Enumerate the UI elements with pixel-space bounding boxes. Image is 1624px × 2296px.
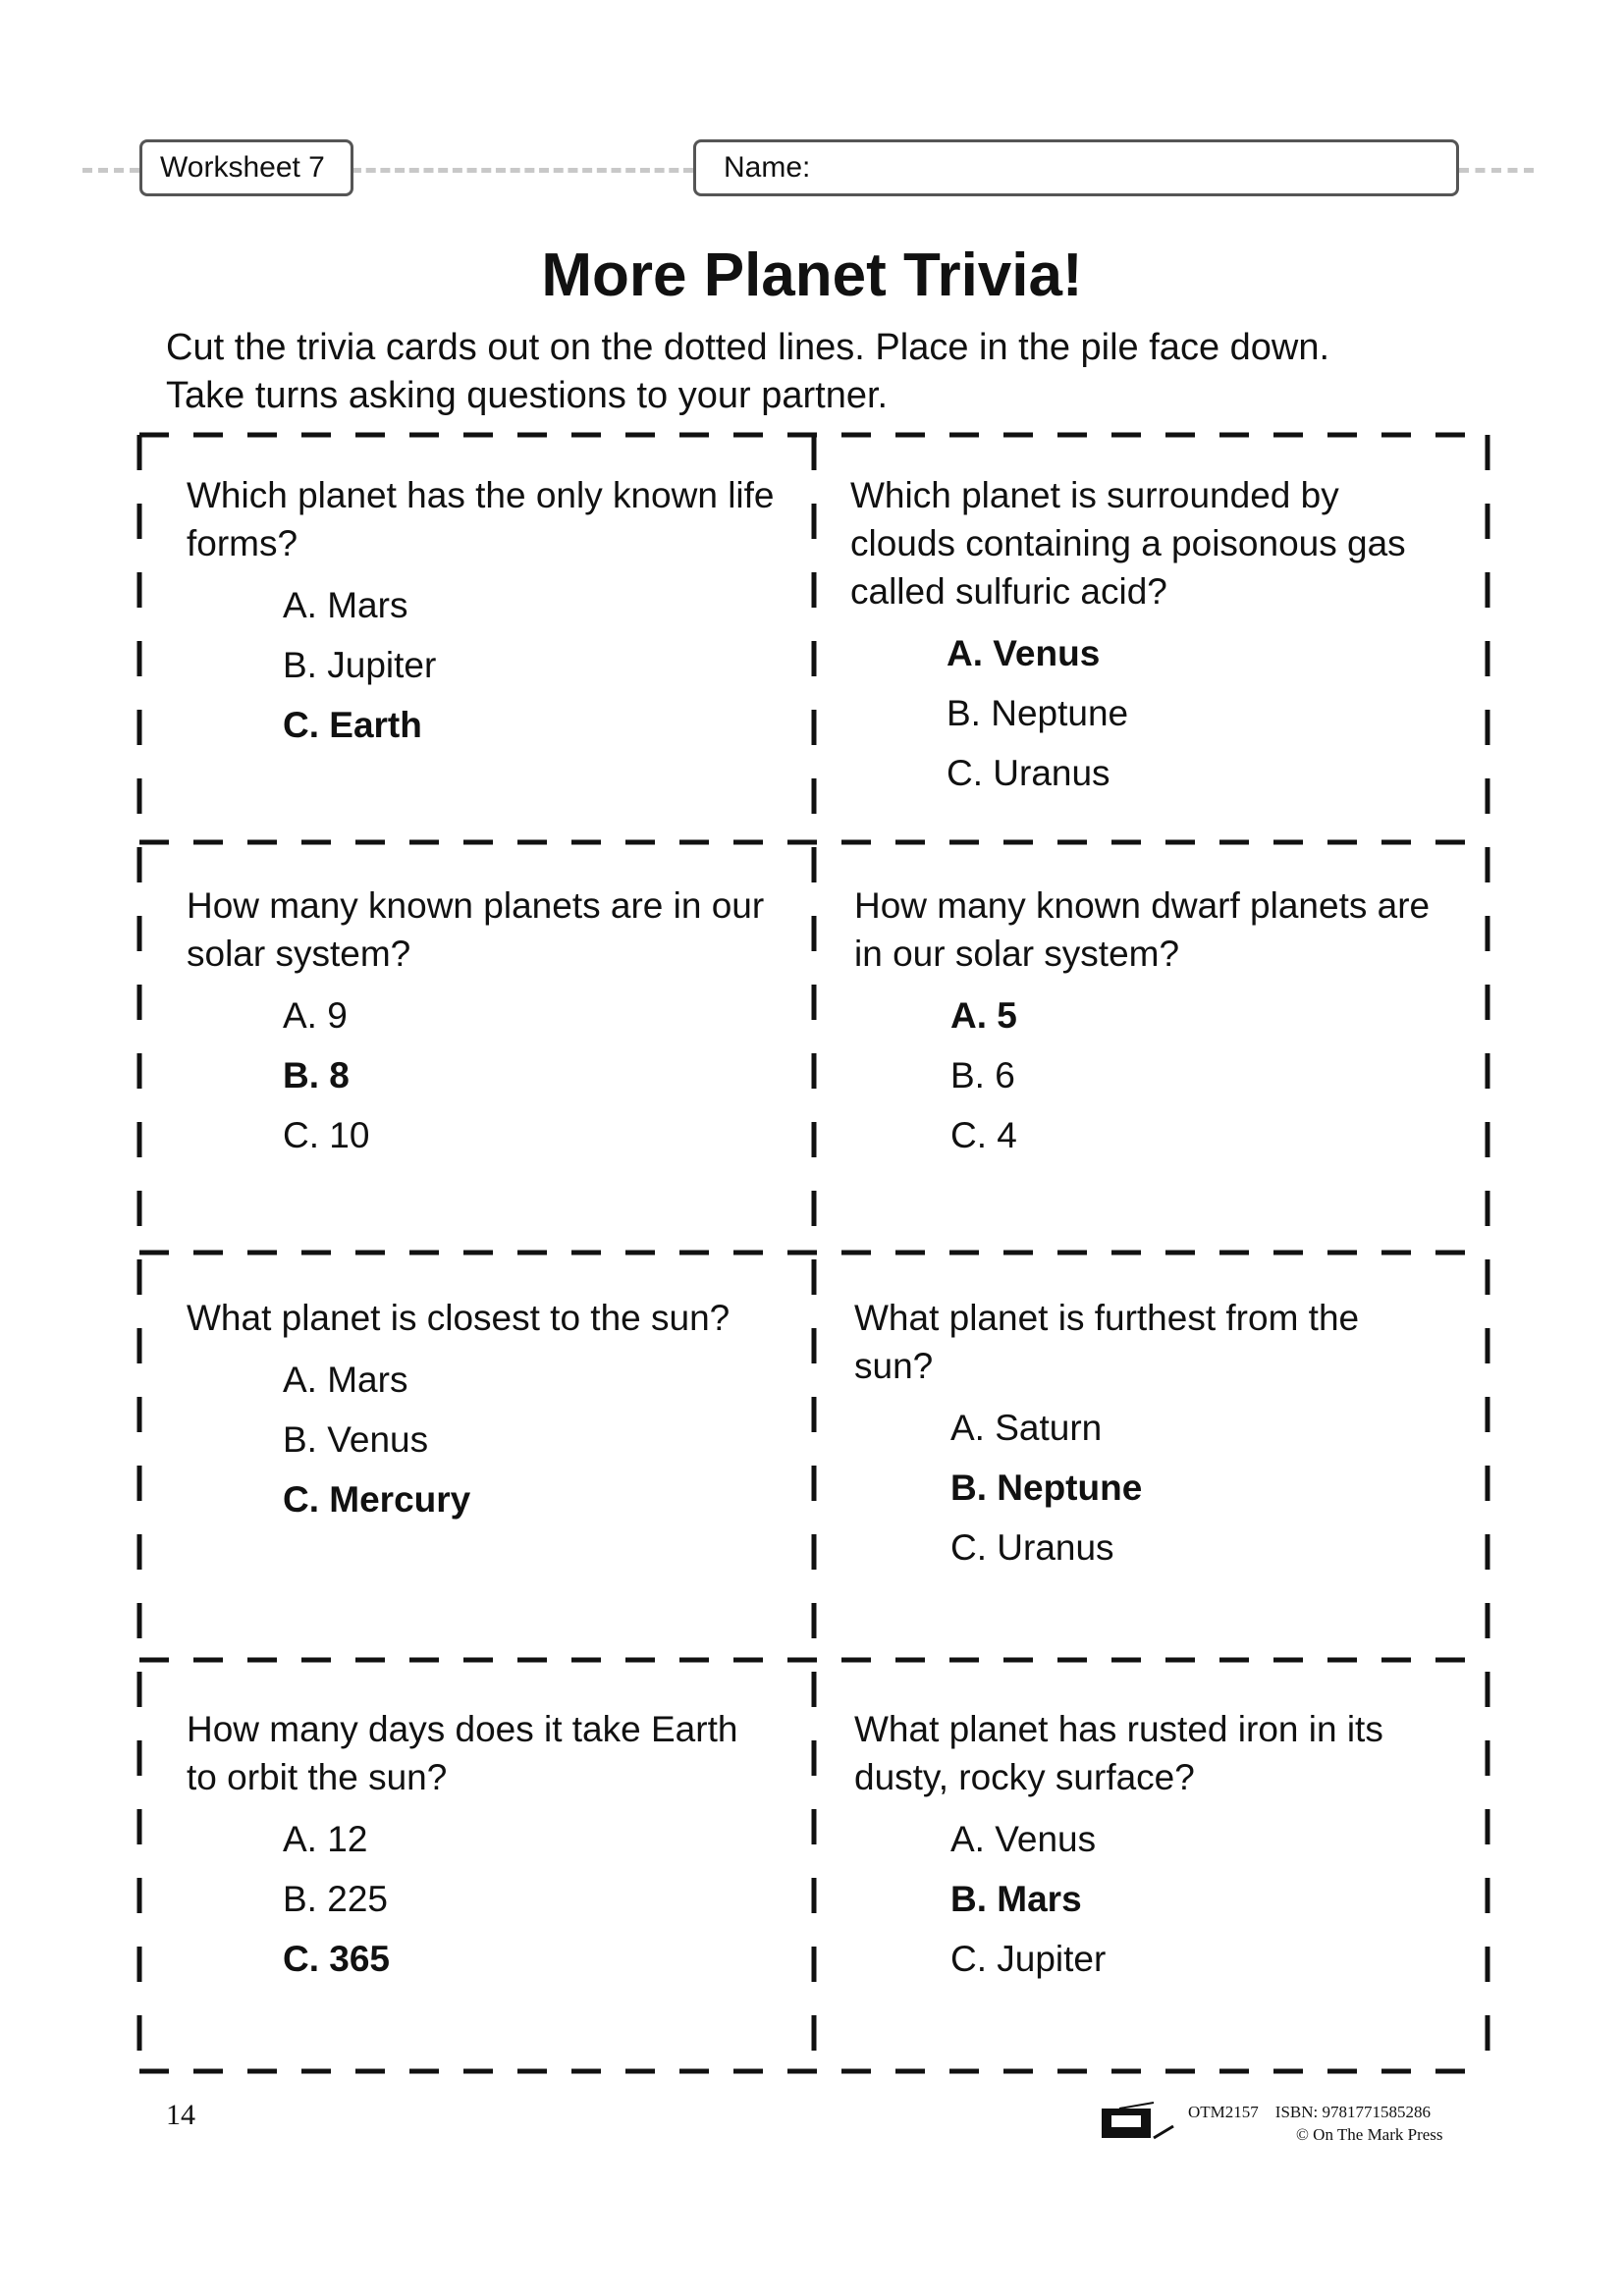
correct-answer: B. Neptune <box>950 1468 1143 1508</box>
product-code: OTM2157 <box>1188 2103 1259 2121</box>
correct-answer: A. Venus <box>947 633 1101 673</box>
answer-option: A. Saturn <box>950 1408 1103 1448</box>
correct-answer: C. Earth <box>283 705 422 745</box>
answer-list <box>950 986 1443 1165</box>
page-title: More Planet Trivia! <box>541 241 1083 309</box>
card-question: What planet is furthest from the sun? <box>854 1298 1360 1386</box>
trivia-card <box>187 1294 776 1529</box>
publisher-info <box>1188 2101 1443 2146</box>
instruction-line: Take turns asking questions to your partner. <box>166 375 889 416</box>
card-question: Which planet has the only known life forms? <box>187 475 775 563</box>
trivia-card <box>854 1705 1443 1989</box>
answer-option: A. Venus <box>950 1819 1097 1859</box>
answer-option: B. Venus <box>283 1419 429 1460</box>
trivia-card <box>187 471 776 755</box>
answer-option: C. Uranus <box>950 1527 1114 1568</box>
correct-answer: C. 365 <box>283 1939 391 1979</box>
card-question: What planet has rusted iron in its dusty, rocky surface? <box>854 1709 1383 1797</box>
answer-option: B. 6 <box>950 1055 1015 1095</box>
answer-option: B. Jupiter <box>283 645 437 685</box>
answer-list <box>283 986 776 1165</box>
answer-option: B. Neptune <box>947 693 1129 733</box>
correct-answer: B. 8 <box>283 1055 350 1095</box>
answer-option: A. 9 <box>283 995 348 1036</box>
answer-list <box>950 1398 1443 1577</box>
answer-option: B. 225 <box>283 1879 388 1919</box>
trivia-card <box>187 1705 776 1989</box>
trivia-card <box>850 471 1439 803</box>
copyright: © On The Mark Press <box>1296 2125 1443 2144</box>
answer-option: C. Uranus <box>947 753 1110 793</box>
card-question: How many days does it take Earth to orbit the sun? <box>187 1709 738 1797</box>
card-question: What planet is closest to the sun? <box>187 1298 731 1338</box>
instruction-line: Cut the trivia cards out on the dotted lines. Place in the pile face down. <box>166 327 1330 368</box>
page-number: 14 <box>166 2099 195 2131</box>
answer-list <box>283 1350 776 1529</box>
card-question: How many known planets are in our solar system? <box>187 885 765 974</box>
trivia-card <box>854 1294 1443 1577</box>
answer-list <box>283 1809 776 1989</box>
trivia-card <box>187 881 776 1165</box>
answer-list <box>947 623 1439 803</box>
correct-answer: B. Mars <box>950 1879 1082 1919</box>
answer-option: C. Jupiter <box>950 1939 1107 1979</box>
answer-list <box>283 575 776 755</box>
answer-list <box>950 1809 1443 1989</box>
answer-option: C. 10 <box>283 1115 370 1155</box>
correct-answer: C. Mercury <box>283 1479 471 1520</box>
answer-option: C. 4 <box>950 1115 1017 1155</box>
publisher-logo-icon <box>1100 2101 1178 2140</box>
card-question: Which planet is surrounded by clouds containing a poisonous gas called sulfuric acid? <box>850 475 1406 612</box>
card-question: How many known dwarf planets are in our solar system? <box>854 885 1431 974</box>
answer-option: A. Mars <box>283 585 408 625</box>
name-field[interactable]: Name: <box>693 139 1459 196</box>
answer-option: A. Mars <box>283 1360 408 1400</box>
worksheet-label: Worksheet 7 <box>139 139 353 196</box>
answer-option: A. 12 <box>283 1819 368 1859</box>
correct-answer: A. 5 <box>950 995 1017 1036</box>
trivia-card <box>854 881 1443 1165</box>
isbn: ISBN: 9781771585286 <box>1274 2103 1431 2121</box>
